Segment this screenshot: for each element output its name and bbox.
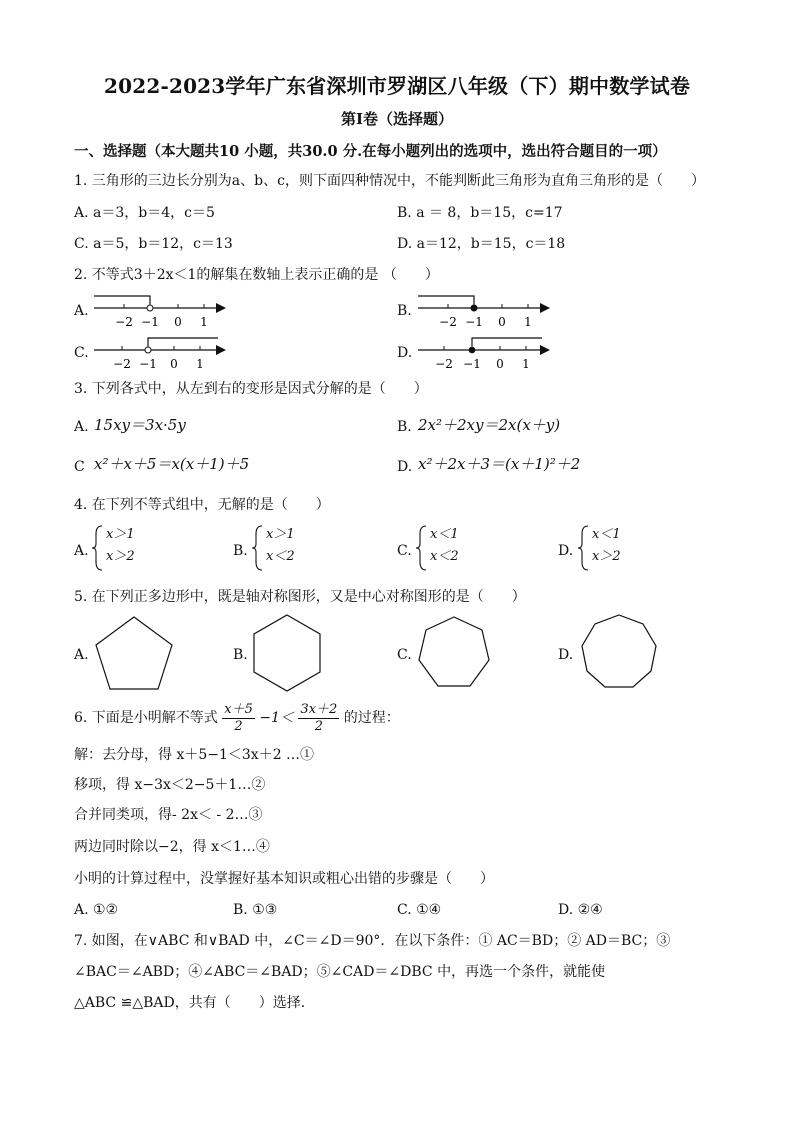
q6-stem-post: 的过程： xyxy=(343,710,400,726)
q4-option-b-label: B. xyxy=(233,543,248,559)
section-heading: 一、选择题（本大题共10 小题，共30.0 分.在每小题列出的选项中，选出符合题目的一项） xyxy=(74,143,667,160)
q4-option-d-system xyxy=(592,524,621,568)
q4-option-c-system xyxy=(430,524,459,568)
q6-option-a: A. ①② xyxy=(74,902,119,918)
q2-option-b-label: B. xyxy=(397,303,412,319)
q2-number-line-d xyxy=(416,332,556,376)
q4-stem: 4. 在下列不等式组中，无解的是（ ） xyxy=(74,497,330,513)
denominator: 2 xyxy=(314,718,323,734)
part-title: 第I卷（选择题） xyxy=(340,110,454,128)
pentagon-icon xyxy=(92,614,176,694)
denominator: 2 xyxy=(234,718,243,734)
tick-label: 1 xyxy=(522,357,530,371)
q3-option-c: x²＋x＋5＝x(x＋1)＋5 xyxy=(94,455,250,473)
tick-label: 0 xyxy=(174,315,182,329)
q6-option-d: D. ②④ xyxy=(558,902,603,918)
inequality: x＜2 xyxy=(430,549,459,564)
q5-option-d-label: D. xyxy=(558,647,574,663)
q3-option-b-label: B. xyxy=(397,419,412,435)
q4-option-d-label: D. xyxy=(558,543,574,559)
fraction xyxy=(298,702,339,735)
tick-label: 1 xyxy=(524,315,532,329)
tick-label: −1 xyxy=(141,315,159,329)
q4-option-c-label: C. xyxy=(397,543,412,559)
q2-option-a-label: A. xyxy=(74,303,89,319)
q1-stem: 1. 三角形的三边长分别为a、b、c，则下面四种情况中，不能判断此三角形为直角三角形的是（ ） xyxy=(74,173,705,189)
q2-number-line-b xyxy=(416,290,556,334)
nonagon-icon xyxy=(578,612,662,694)
tick-label: −1 xyxy=(465,315,483,329)
q6-step-2: 移项，得 x−3x＜2−5＋1…② xyxy=(74,777,266,793)
q7-line-2: ∠BAC＝∠ABD；④∠ABC＝∠BAD；⑤∠CAD＝∠DBC 中，再选一个条件，就能使 xyxy=(74,964,606,980)
inequality: x＞2 xyxy=(592,549,621,564)
q6-stem-pre: 6. 下面是小明解不等式 xyxy=(74,710,218,726)
q3-option-d-label: D. xyxy=(397,459,413,475)
q5-option-b-label: B. xyxy=(233,647,248,663)
q6-question: 小明的计算过程中，没掌握好基本知识或粗心出错的步骤是（ ） xyxy=(74,871,494,887)
q6-step-3: 合并同类项，得- 2x＜ - 2…③ xyxy=(74,807,263,823)
numerator: x＋5 xyxy=(224,701,253,717)
tick-label: −1 xyxy=(463,357,481,371)
q5-option-a-label: A. xyxy=(74,647,89,663)
q1-option-a: A. a＝3，b＝4，c＝5 xyxy=(74,205,215,221)
tick-label: −2 xyxy=(439,315,457,329)
brace-icon xyxy=(252,524,264,572)
inequality: x＞2 xyxy=(106,549,135,564)
q4-option-a-label: A. xyxy=(74,543,89,559)
q3-option-a: 15xy＝3x·5y xyxy=(94,416,186,434)
q7-line-1: 7. 如图，在∨ABC 和∨BAD 中，∠C＝∠D＝90°．在以下条件：① AC＝BD；② AD＝BC；③ xyxy=(74,933,671,949)
tick-label: −1 xyxy=(139,357,157,371)
q5-option-c-label: C. xyxy=(397,647,412,663)
inequality: x＜1 xyxy=(430,527,459,542)
q6-stem xyxy=(74,698,400,738)
q6-option-b: B. ①③ xyxy=(233,902,278,918)
numerator: 3x＋2 xyxy=(300,701,338,717)
q4-option-b-system xyxy=(266,524,295,568)
brace-icon xyxy=(578,524,590,572)
q2-option-c-label: C. xyxy=(74,345,89,361)
q2-stem: 2. 不等式3＋2x＜1的解集在数轴上表示正确的是 （ ） xyxy=(74,267,439,283)
q3-option-d: x²＋2x＋3＝(x＋1)²＋2 xyxy=(418,455,581,473)
q3-option-b: 2x²＋2xy＝2x(x＋y) xyxy=(418,416,561,434)
tick-label: −2 xyxy=(115,315,133,329)
q3-option-c-label: C xyxy=(74,459,85,475)
tick-label: 0 xyxy=(170,357,178,371)
brace-icon xyxy=(92,524,104,572)
q6-option-c: C. ①④ xyxy=(397,902,442,918)
q1-option-c: C. a＝5，b＝12，c＝13 xyxy=(74,236,233,252)
inequality: x＜2 xyxy=(266,549,295,564)
q2-number-line-c xyxy=(92,332,232,376)
brace-icon xyxy=(416,524,428,572)
page-title: 2022-2023学年广东省深圳市罗湖区八年级（下）期中数学试卷 xyxy=(103,74,691,98)
q6-step-4: 两边同时除以−2，得 x＜1…④ xyxy=(74,839,270,855)
q3-option-a-label: A. xyxy=(74,419,89,435)
fraction xyxy=(222,702,255,735)
q1-option-d: D. a＝12，b＝15，c＝18 xyxy=(397,236,566,252)
q7-line-3: △ABC ≌△BAD，共有（ ）选择． xyxy=(74,995,315,1011)
tick-label: −2 xyxy=(113,357,131,371)
q2-option-d-label: D. xyxy=(397,345,413,361)
heptagon-icon xyxy=(414,614,494,694)
q3-stem: 3. 下列各式中，从左到右的变形是因式分解的是（ ） xyxy=(74,381,428,397)
q4-option-a-system xyxy=(106,524,135,568)
q2-number-line-a xyxy=(92,290,232,334)
tick-label: 1 xyxy=(196,357,204,371)
inequality: x＜1 xyxy=(592,527,621,542)
q6-step-1: 解：去分母，得 x＋5−1＜3x＋2 …① xyxy=(74,747,315,763)
q6-stem-mid: −1＜ xyxy=(259,710,294,726)
q1-option-b: B. a ＝ 8，b＝15，c=17 xyxy=(397,205,563,221)
tick-label: 1 xyxy=(200,315,208,329)
tick-label: 0 xyxy=(498,315,506,329)
tick-label: 0 xyxy=(496,357,504,371)
q5-stem: 5. 在下列正多边形中，既是轴对称图形，又是中心对称图形的是（ ） xyxy=(74,589,526,605)
hexagon-icon xyxy=(252,612,324,694)
inequality: x＞1 xyxy=(106,527,135,542)
tick-label: −2 xyxy=(435,357,453,371)
inequality: x＞1 xyxy=(266,527,295,542)
